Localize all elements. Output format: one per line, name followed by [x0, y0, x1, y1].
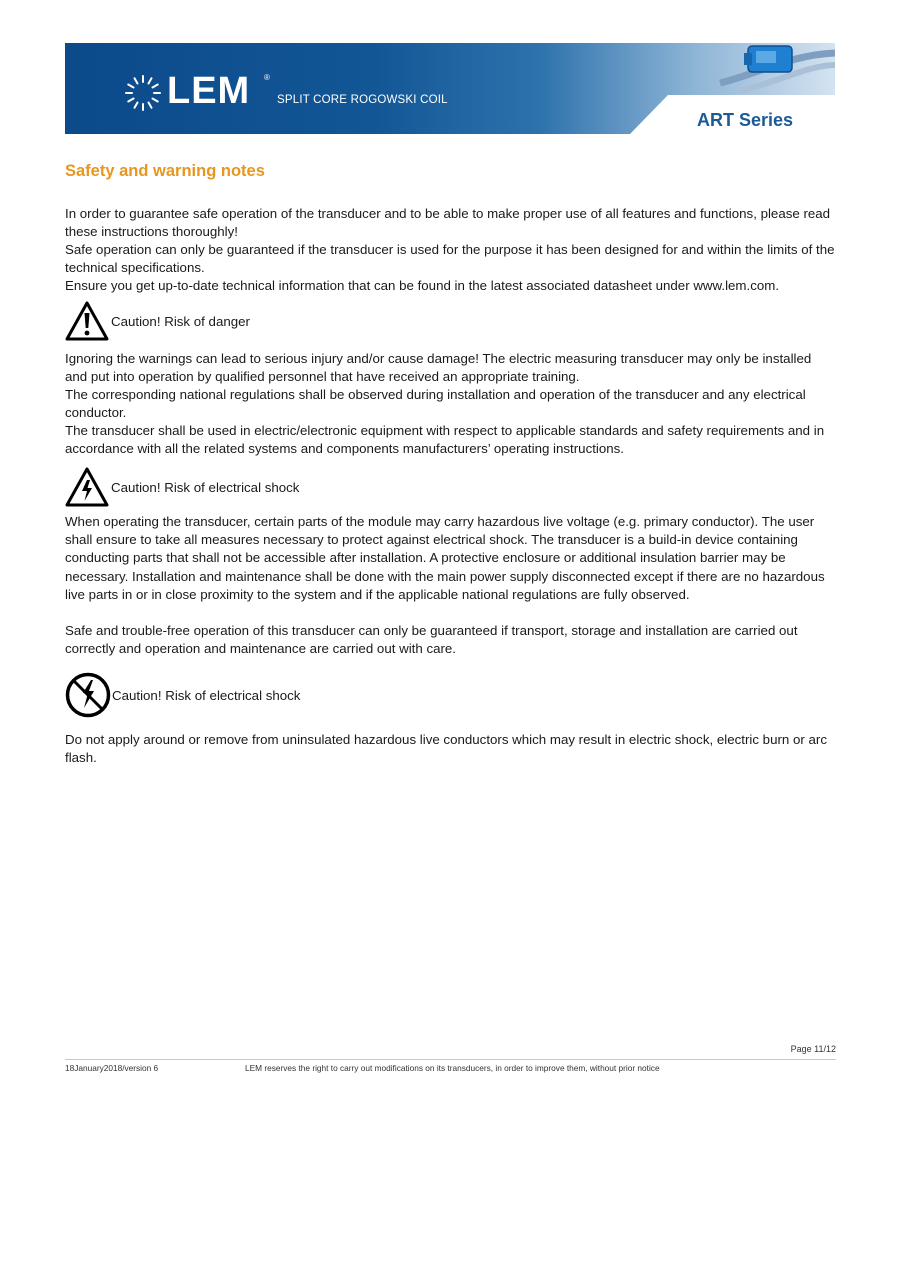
- danger-paragraph-2: The corresponding national regulations shall be observed during installation and operation of the transducer and any electrical conductor.: [65, 387, 806, 421]
- series-name: ART Series: [697, 110, 794, 130]
- danger-paragraph-1: Ignoring the warnings can lead to serious injury and/or cause damage! The electric measuring transducer may only be installed and put into operation by qualified personnel that have received an appropriate training.: [65, 351, 812, 385]
- product-image: [690, 43, 835, 95]
- page-number: Page 11/12: [790, 1044, 836, 1054]
- shock-paragraph-2: Safe and trouble-free operation of this transducer can only be guaranteed if transport, storage and installation are carried out correctly and operation and maintenance are carried out with care.: [65, 623, 798, 657]
- sunburst-icon: [123, 73, 163, 113]
- footer-date: 18January2018/version 6: [65, 1063, 159, 1073]
- section-title: Safety and warning notes: [65, 162, 265, 180]
- danger-paragraph-3: The transducer shall be used in electric/electronic equipment with respect to applicable standards and safety requirements and in accordance with all the related systems and components manufacturers’ operating instructions.: [65, 423, 825, 457]
- intro-paragraph-2: Safe operation can only be guaranteed if the transducer is used for the purpose it has been designed for and within the limits of the technical specifications.: [65, 242, 835, 276]
- intro-paragraph-1: In order to guarantee safe operation of the transducer and to be able to make proper use of all features and functions, please read these instructions thoroughly!: [65, 206, 831, 240]
- footer-notice: LEM reserves the right to carry out modifications on its transducers, in order to improve them, without prior notice: [245, 1063, 660, 1073]
- caution-shock-2: [65, 672, 300, 718]
- shock2-paragraph: Do not apply around or remove from uninsulated hazardous live conductors which may result in electric shock, electric burn or arc flash.: [65, 732, 827, 766]
- lem-logo: [123, 71, 333, 113]
- product-category: SPLIT CORE ROGOWSKI COIL: [277, 94, 448, 106]
- caution-danger: [65, 301, 250, 341]
- header-banner: [65, 43, 835, 134]
- logo-text: LEM: [167, 70, 251, 112]
- shock-paragraph-1: When operating the transducer, certain parts of the module may carry hazardous live voltage (e.g. primary conductor). The user shall ensure to take all measures necessary to protect against electrical shock. The transducer is a build-in device containing conducting parts that shall not be accessible after installation. A protective enclosure or additional insulation barrier may be necessary. Installation and maintenance shall be done with the main power supply disconnected except if there are no hazardous live parts in or in close proximity to the system and if the applicable national regulations are fully observed.: [65, 514, 825, 602]
- caution-danger-label: Caution! Risk of danger: [111, 313, 250, 329]
- warning-exclamation-icon: [65, 301, 109, 341]
- caution-shock-1: [65, 467, 299, 507]
- intro-paragraph-3: Ensure you get up-to-date technical information that can be found in the latest associated datasheet under www.lem.com.: [65, 278, 780, 293]
- footer-rule: [65, 1059, 836, 1060]
- prohibited-lightning-icon: [65, 672, 111, 718]
- warning-lightning-icon: [65, 467, 109, 507]
- caution-shock-2-label: Caution! Risk of electrical shock: [112, 687, 301, 703]
- caution-shock-1-label: Caution! Risk of electrical shock: [111, 479, 300, 495]
- logo-registered-mark: ®: [264, 73, 270, 82]
